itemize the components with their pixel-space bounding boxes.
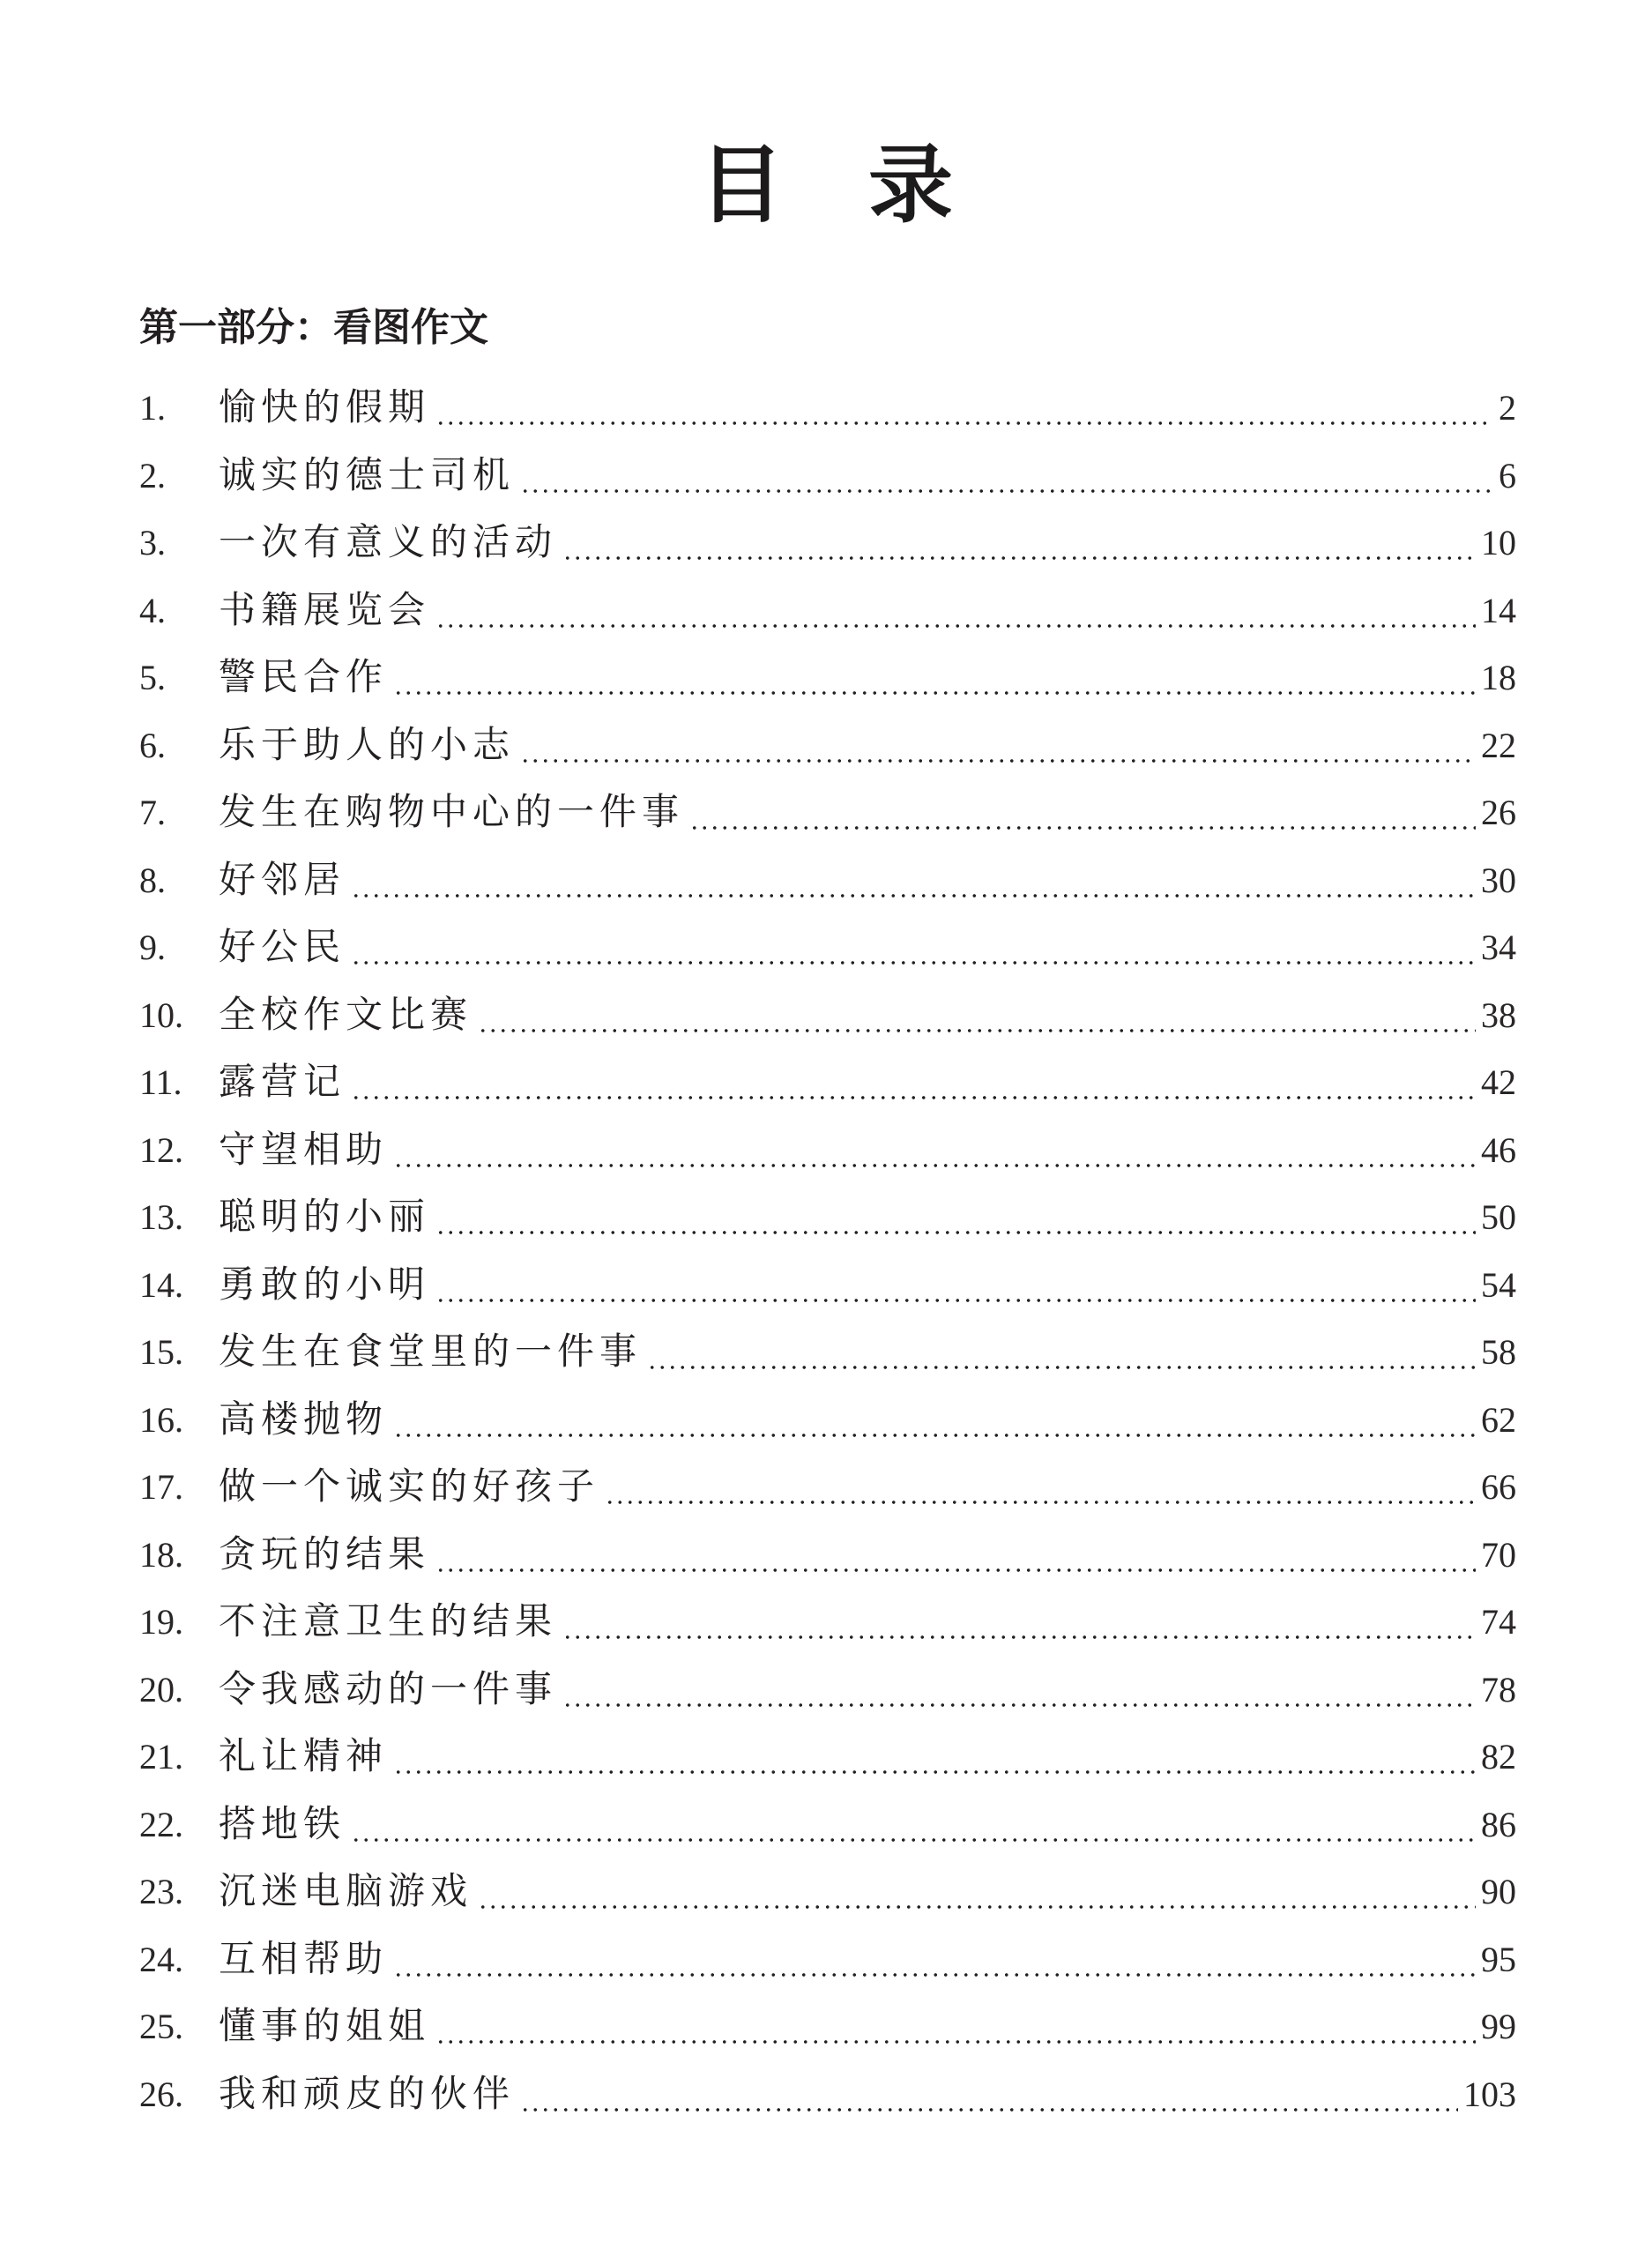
toc-entry-number: 15. bbox=[139, 1332, 183, 1372]
toc-entry-number: 16. bbox=[139, 1399, 183, 1440]
table-of-contents bbox=[139, 381, 1516, 2134]
dot-leader bbox=[435, 1231, 1476, 1234]
dot-leader bbox=[478, 1905, 1476, 1909]
dot-leader bbox=[351, 1096, 1476, 1099]
toc-entry-title: 发生在购物中心的一件事 bbox=[219, 790, 685, 833]
toc-entry[interactable] bbox=[139, 1798, 1516, 1866]
dot-leader bbox=[351, 894, 1476, 898]
toc-entry-page: 50 bbox=[1481, 1197, 1516, 1237]
toc-entry-number: 1. bbox=[139, 388, 166, 428]
dot-leader bbox=[393, 1164, 1476, 1167]
toc-entry-title: 一次有意义的活动 bbox=[219, 520, 558, 563]
toc-entry[interactable] bbox=[139, 1123, 1516, 1191]
toc-entry-title: 好公民 bbox=[219, 925, 346, 968]
dot-leader bbox=[689, 826, 1476, 830]
toc-entry[interactable] bbox=[139, 651, 1516, 719]
toc-entry-title: 乐于助人的小志 bbox=[219, 722, 516, 766]
toc-entry-number: 25. bbox=[139, 2007, 183, 2046]
toc-entry-number: 5. bbox=[139, 658, 166, 697]
toc-entry-page: 74 bbox=[1481, 1602, 1516, 1642]
toc-entry-page: 30 bbox=[1481, 860, 1516, 900]
toc-entry[interactable] bbox=[139, 1460, 1516, 1528]
toc-entry[interactable] bbox=[139, 2000, 1516, 2067]
toc-entry-number: 26. bbox=[139, 2074, 183, 2114]
dot-leader bbox=[435, 1568, 1476, 1572]
toc-entry[interactable] bbox=[139, 381, 1516, 449]
toc-entry-page: 86 bbox=[1481, 1804, 1516, 1844]
toc-entry-page: 82 bbox=[1481, 1737, 1516, 1777]
toc-entry-title: 书籍展览会 bbox=[219, 587, 431, 631]
toc-entry-title: 露营记 bbox=[219, 1060, 346, 1103]
toc-entry-number: 23. bbox=[139, 1872, 183, 1911]
dot-leader bbox=[520, 759, 1476, 763]
toc-entry-page: 54 bbox=[1481, 1264, 1516, 1305]
toc-entry[interactable] bbox=[139, 1595, 1516, 1663]
toc-entry-title: 互相帮助 bbox=[219, 1936, 389, 1980]
toc-entry[interactable] bbox=[139, 449, 1516, 517]
dot-leader bbox=[435, 421, 1493, 425]
toc-entry-page: 2 bbox=[1499, 388, 1516, 428]
toc-entry-number: 7. bbox=[139, 793, 166, 832]
toc-entry[interactable] bbox=[139, 1933, 1516, 2000]
toc-entry-number: 12. bbox=[139, 1129, 183, 1170]
toc-entry[interactable] bbox=[139, 1393, 1516, 1461]
dot-leader bbox=[393, 1434, 1476, 1437]
toc-entry-title: 令我感动的一件事 bbox=[219, 1666, 558, 1710]
toc-entry-page: 6 bbox=[1499, 455, 1516, 495]
toc-entry[interactable] bbox=[139, 853, 1516, 921]
toc-entry-title: 全校作文比赛 bbox=[219, 992, 473, 1036]
toc-entry-page: 95 bbox=[1481, 1939, 1516, 1979]
toc-entry-title: 诚实的德士司机 bbox=[219, 452, 516, 496]
dot-leader bbox=[520, 489, 1493, 493]
dot-leader bbox=[435, 2040, 1476, 2044]
dot-leader bbox=[351, 1838, 1476, 1842]
toc-entry[interactable] bbox=[139, 2067, 1516, 2135]
toc-entry-title: 不注意卫生的结果 bbox=[219, 1599, 558, 1642]
toc-entry-page: 78 bbox=[1481, 1669, 1516, 1710]
toc-entry-title: 懂事的姐姐 bbox=[219, 2004, 431, 2047]
toc-entry-page: 58 bbox=[1481, 1332, 1516, 1372]
toc-entry[interactable] bbox=[139, 1730, 1516, 1798]
toc-entry-number: 24. bbox=[139, 1939, 183, 1979]
toc-entry-number: 2. bbox=[139, 455, 166, 495]
toc-entry[interactable] bbox=[139, 988, 1516, 1056]
toc-entry[interactable] bbox=[139, 920, 1516, 988]
page-title bbox=[0, 132, 1652, 238]
toc-entry[interactable] bbox=[139, 1190, 1516, 1258]
dot-leader bbox=[562, 1635, 1476, 1639]
toc-entry-number: 9. bbox=[139, 927, 166, 967]
toc-entry[interactable] bbox=[139, 719, 1516, 786]
toc-entry-page: 34 bbox=[1481, 927, 1516, 967]
toc-entry[interactable] bbox=[139, 1325, 1516, 1393]
toc-entry-number: 11. bbox=[139, 1062, 182, 1102]
toc-entry-number: 21. bbox=[139, 1737, 183, 1777]
toc-entry-title: 好邻居 bbox=[219, 857, 346, 901]
toc-entry-page: 99 bbox=[1481, 2007, 1516, 2046]
toc-entry-page: 22 bbox=[1481, 725, 1516, 765]
section-heading: 第一部分：看图作文 bbox=[139, 305, 488, 350]
dot-leader bbox=[393, 691, 1476, 695]
toc-entry[interactable] bbox=[139, 1865, 1516, 1933]
dot-leader bbox=[393, 1770, 1476, 1774]
dot-leader bbox=[647, 1366, 1476, 1369]
toc-entry-title: 愉快的假期 bbox=[219, 385, 431, 428]
toc-entry-title: 沉迷电脑游戏 bbox=[219, 1869, 473, 1912]
toc-entry-page: 10 bbox=[1481, 523, 1516, 562]
toc-entry-page: 70 bbox=[1481, 1534, 1516, 1575]
toc-entry[interactable] bbox=[139, 786, 1516, 853]
toc-entry-number: 4. bbox=[139, 590, 166, 630]
page-title-char-2: 录 bbox=[868, 136, 953, 235]
toc-entry-title: 警民合作 bbox=[219, 655, 389, 698]
toc-entry-page: 26 bbox=[1481, 793, 1516, 832]
dot-leader bbox=[520, 2108, 1458, 2112]
toc-entry-title: 礼让精神 bbox=[219, 1734, 389, 1777]
toc-entry-title: 我和顽皮的伙伴 bbox=[219, 2071, 516, 2115]
toc-entry[interactable] bbox=[139, 584, 1516, 652]
dot-leader bbox=[435, 1299, 1476, 1302]
toc-entry-number: 19. bbox=[139, 1602, 183, 1642]
toc-entry-page: 90 bbox=[1481, 1872, 1516, 1911]
toc-entry-number: 18. bbox=[139, 1534, 183, 1575]
dot-leader bbox=[351, 961, 1476, 965]
toc-entry-page: 62 bbox=[1481, 1399, 1516, 1440]
toc-entry-number: 6. bbox=[139, 725, 166, 765]
toc-entry-title: 发生在食堂里的一件事 bbox=[219, 1330, 643, 1373]
toc-entry-number: 17. bbox=[139, 1467, 183, 1507]
toc-entry[interactable] bbox=[139, 1258, 1516, 1326]
toc-entry-title: 守望相助 bbox=[219, 1127, 389, 1171]
toc-entry-number: 14. bbox=[139, 1264, 183, 1305]
toc-entry-page: 103 bbox=[1463, 2074, 1516, 2114]
dot-leader bbox=[605, 1501, 1476, 1504]
dot-leader bbox=[435, 624, 1476, 628]
toc-entry-number: 3. bbox=[139, 523, 166, 562]
toc-entry-number: 22. bbox=[139, 1804, 183, 1844]
toc-entry-title: 贪玩的结果 bbox=[219, 1531, 431, 1575]
dot-leader bbox=[562, 556, 1476, 560]
dot-leader bbox=[562, 1703, 1476, 1707]
dot-leader bbox=[478, 1029, 1476, 1032]
toc-entry-page: 46 bbox=[1481, 1129, 1516, 1170]
toc-entry-number: 13. bbox=[139, 1197, 183, 1237]
toc-entry-title: 聪明的小丽 bbox=[219, 1195, 431, 1238]
toc-entry-number: 10. bbox=[139, 994, 183, 1035]
page-title-char-1: 目 bbox=[699, 136, 784, 235]
toc-entry-page: 38 bbox=[1481, 994, 1516, 1035]
toc-entry-number: 20. bbox=[139, 1669, 183, 1710]
toc-entry[interactable] bbox=[139, 516, 1516, 584]
toc-entry[interactable] bbox=[139, 1528, 1516, 1596]
dot-leader bbox=[393, 1973, 1476, 1977]
toc-entry-title: 勇敢的小明 bbox=[219, 1262, 431, 1306]
toc-entry[interactable] bbox=[139, 1055, 1516, 1123]
toc-entry-page: 18 bbox=[1481, 658, 1516, 697]
toc-entry-page: 14 bbox=[1481, 590, 1516, 630]
toc-entry-title: 做一个诚实的好孩子 bbox=[219, 1464, 600, 1508]
toc-entry-page: 42 bbox=[1481, 1062, 1516, 1102]
toc-entry-title: 高楼抛物 bbox=[219, 1397, 389, 1441]
toc-entry[interactable] bbox=[139, 1663, 1516, 1731]
toc-entry-page: 66 bbox=[1481, 1467, 1516, 1507]
toc-entry-number: 8. bbox=[139, 860, 166, 900]
toc-entry-title: 搭地铁 bbox=[219, 1801, 346, 1845]
